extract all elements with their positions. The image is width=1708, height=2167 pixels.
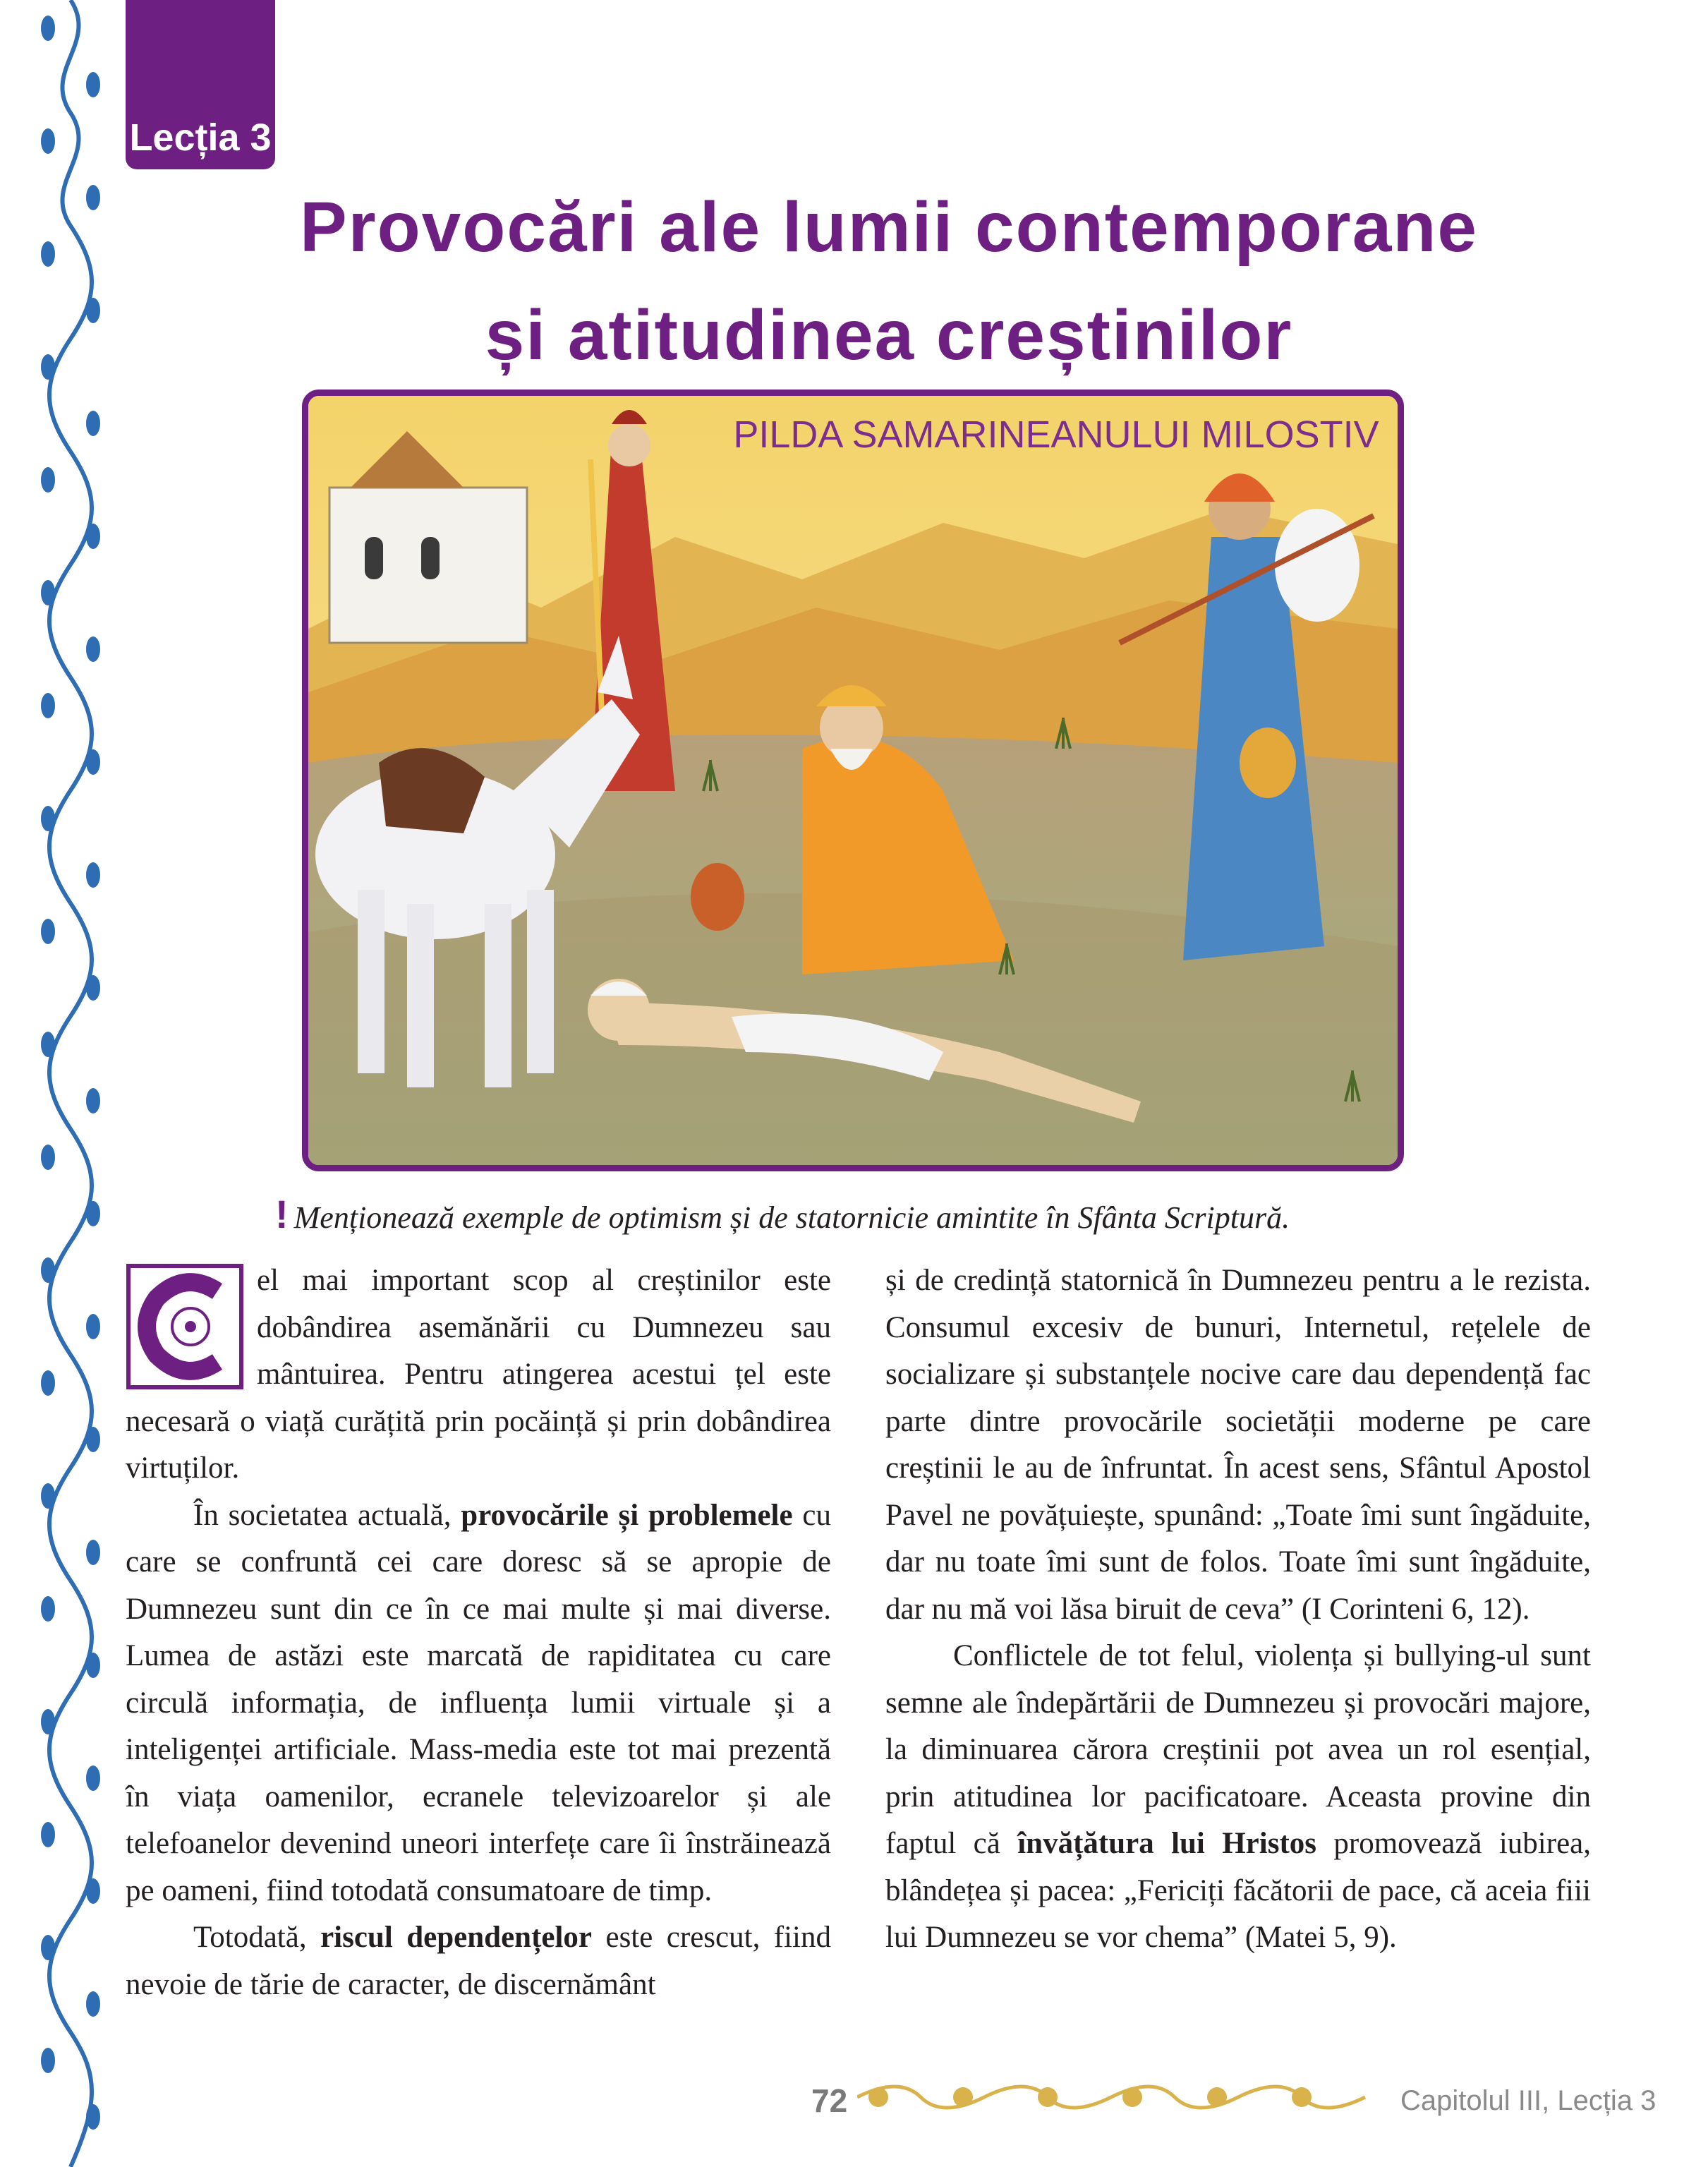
caption bbox=[275, 1191, 1474, 1237]
chapter-label: Capitolul III, Lecția 3 bbox=[1400, 2085, 1656, 2116]
paragraph bbox=[126, 1914, 831, 2008]
page-title-line-1: Provocări ale lumii contemporane bbox=[299, 188, 1479, 267]
paragraph: și de credință statornică în Dumnezeu pentru a le rezista. Consumul excesiv de bunuri, Internetul, rețelele de socializare și substanțele nocive care dau dependență fac parte dintre provocările societății moderne pe care creștinii le au de înfruntat. În acest sens, Sfântul Apostol Pavel ne povățuiește, spunând: „Toate îmi sunt îngăduite, dar nu toate îmi sunt de folos. Toate îmi sunt îngăduite, dar nu mă voi lăsa biruit de ceva” (I Corinteni 6, 12). bbox=[885, 1264, 1591, 1626]
paragraph bbox=[885, 1633, 1591, 1962]
page-number: 72 bbox=[811, 2082, 848, 2119]
paragraph-text: el mai important scop al creștinilor este dobândirea asemănării cu Dumnezeu sau mântuirea. Pentru atingerea acestui țel este necesară o viață curățită prin pocăință și prin dobândirea virtuților. bbox=[126, 1264, 831, 1485]
decorative-vine-border bbox=[28, 0, 113, 2167]
bold-term: riscul dependențelor bbox=[320, 1921, 593, 1954]
text-column-right bbox=[885, 1257, 1591, 1962]
caption-text: Menționează exemple de optimism și de statornicie amintite în Sfânta Scriptură. bbox=[293, 1200, 1290, 1235]
text-column-left bbox=[126, 1257, 831, 2008]
dropcap-c-icon bbox=[126, 1263, 244, 1390]
lesson-tab bbox=[126, 0, 275, 169]
paragraph bbox=[126, 1492, 831, 1915]
paragraph bbox=[126, 1257, 831, 1492]
lesson-label: Lecția 3 bbox=[129, 116, 272, 159]
text: În societatea actuală, bbox=[193, 1498, 461, 1532]
good-samaritan-icon bbox=[308, 396, 1398, 1165]
exclamation-icon: ! bbox=[275, 1192, 289, 1236]
good-samaritan-illustration bbox=[302, 390, 1404, 1171]
text: Totodată, bbox=[193, 1921, 321, 1954]
text: Conflictele de tot felul, violența și bullying-ul sunt semne ale îndepărtării de Dumnezeu și provocări majore, la diminuarea cărora creștinii pot avea un rol esențial, prin atitudinea lor pacificatoare. Aceasta provine din faptul că bbox=[885, 1639, 1591, 1860]
page-title-line-2: și atitudinea creștinilor bbox=[485, 296, 1293, 375]
footer-ornament-icon bbox=[857, 2076, 1393, 2118]
bold-term: învățătura lui Hristos bbox=[1017, 1827, 1317, 1860]
illustration-title: PILDA SAMARINEANULUI MILOSTIV bbox=[733, 414, 1379, 456]
text: cu care se confruntă cei care doresc să se apropie de Dumnezeu sunt din ce în ce mai multe și mai diverse. Lumea de astăzi este marcată de rapiditatea cu care circulă informația, de influența lumii virtuale și a inteligenței artificiale. Mass-media este tot mai prezentă în viața oamenilor, ecranele televizoarelor și ale telefoanelor devenind uneori interfețe care îi înstrăinează pe oameni, fiind totodată consumatoare de timp. bbox=[126, 1498, 831, 1907]
bold-term: provocările și problemele bbox=[461, 1498, 793, 1532]
text: este crescut, fiind nevoie de tărie de caracter, de discernământ bbox=[126, 1921, 832, 2001]
text: promovează iubirea, blândețea și pacea: „Fericiți făcătorii de pace, că aceia fiii lui Dumnezeu se vor chema” (Matei 5, 9). bbox=[885, 1827, 1591, 1954]
